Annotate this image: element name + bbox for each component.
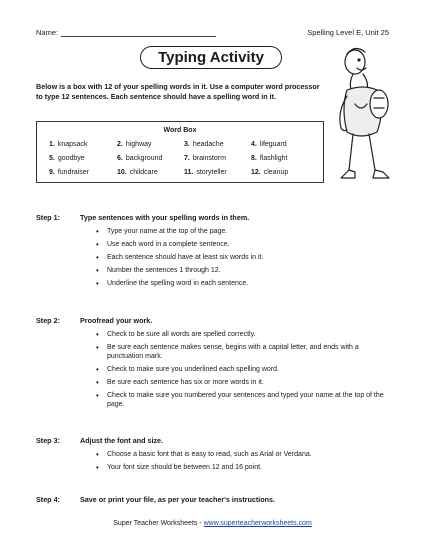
word-item: 1. knapsack [49,141,88,148]
word-box-title: Word Box [163,127,197,134]
list-item: • Be sure each sentence has six or more words in it. [96,378,396,387]
intro-text: Below is a box with 12 of your spelling words in it. Use a computer word processor to type 12 sentences. Each sentence should have a spelling word in it. [36,82,320,101]
step-2-label: Step 2: [36,316,60,325]
word-item: 8. flashlight [251,155,288,162]
list-item: • Type your name at the top of the page. [96,227,396,236]
word-item: 5. goodbye [49,155,85,162]
word-box [36,121,324,183]
word-box-row [49,141,319,155]
word-item: 2. highway [117,141,152,148]
list-item: • Each sentence should have at least six words in it. [96,253,396,262]
name-line [61,36,216,37]
step-3-list [96,450,396,476]
list-item: • Number the sentences 1 through 12. [96,266,396,275]
hiker-illustration [333,42,397,192]
list-item: • Underline the spelling word in each sentence. [96,279,396,288]
word-item: 10. childcare [117,169,158,176]
step-2-title: Proofread your work. [80,316,153,325]
word-item: 11. storyteller [184,169,227,176]
footer-link[interactable]: www.superteacherworksheets.com [203,520,312,527]
word-item: 4. lifeguard [251,141,287,148]
word-item: 12. cleanup [251,169,289,176]
word-item: 7. brainstorm [184,155,226,162]
word-box-grid [49,141,319,183]
list-item: • Choose a basic font that is easy to read, such as Arial or Verdana. [96,450,396,459]
word-item: 3. headache [184,141,224,148]
step-1-label: Step 1: [36,213,60,222]
spelling-level: Spelling Level E, Unit 25 [307,28,389,37]
step-4-label: Step 4: [36,495,60,504]
step-3-title: Adjust the font and size. [80,436,164,445]
step-2-list [96,330,396,413]
footer-text: Super Teacher Worksheets - [113,520,204,527]
step-1-title: Type sentences with your spelling words in them. [80,213,250,222]
list-item: • Check to make sure you underlined each spelling word. [96,365,396,374]
list-item: • Check to be sure all words are spelled correctly. [96,330,396,339]
page-title: Typing Activity [140,46,282,69]
step-3-label: Step 3: [36,436,60,445]
word-item: 9. fundraiser [49,169,89,176]
list-item: • Check to make sure you numbered your sentences and typed your name at the top of the page. [96,391,396,409]
list-item: • Be sure each sentence makes sense, begins with a capital letter, and ends with a punctuation mark. [96,343,396,361]
list-item: • Use each word in a complete sentence. [96,240,396,249]
page-footer [0,520,425,527]
word-item: 6. background [117,155,163,162]
step-4-title: Save or print your file, as per your teacher's instructions. [80,495,276,504]
name-label: Name: [36,28,59,37]
page-header [36,28,389,40]
step-1-list [96,227,396,292]
list-item: • Your font size should be between 12 and 16 point. [96,463,396,472]
word-box-row [49,169,319,183]
word-box-row [49,155,319,169]
